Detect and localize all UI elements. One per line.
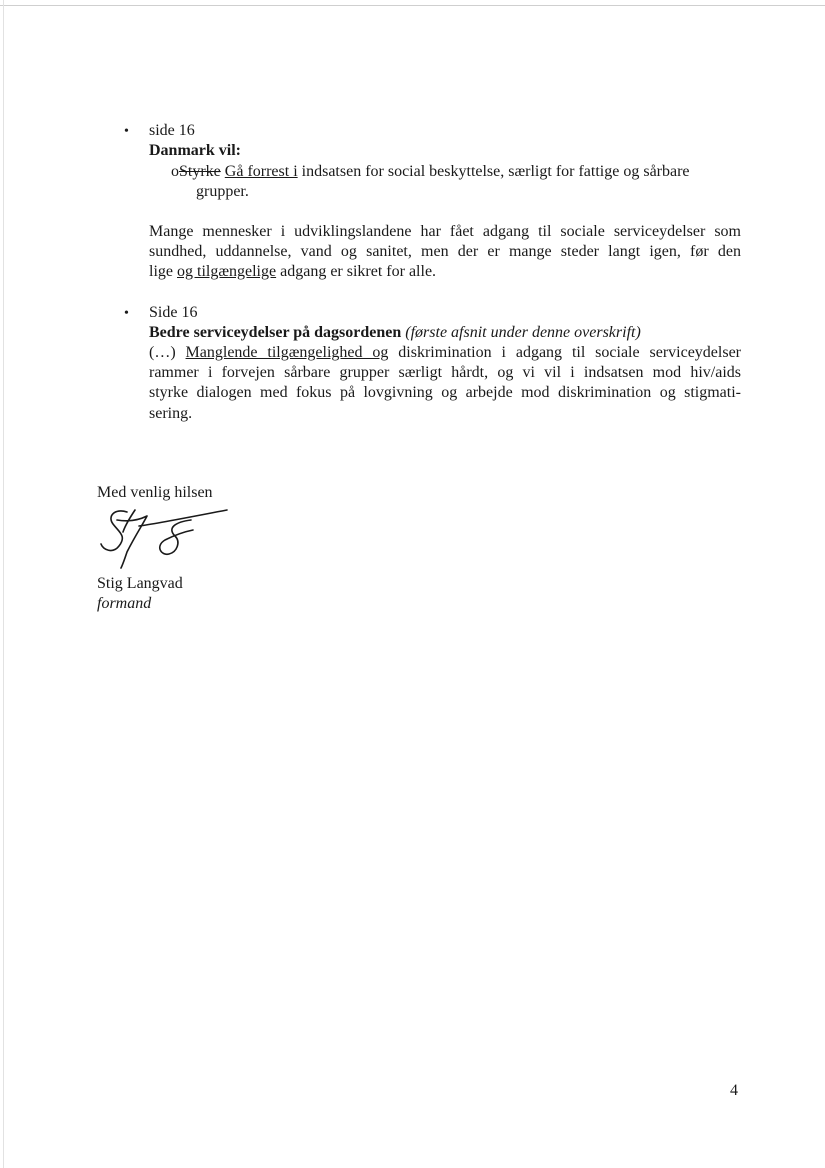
closing-greeting: Med venlig hilsen <box>97 484 213 501</box>
inserted-text: og tilgængelige <box>177 263 277 280</box>
paragraph-line: styrke dialogen med fokus på lovgivning og arbejde mod diskrimination og stigmati- <box>149 384 741 401</box>
sub-bullet-icon: o <box>171 163 179 180</box>
section-heading-line <box>149 323 641 344</box>
paragraph-line: sering. <box>149 405 193 422</box>
deleted-text: Styrke <box>179 163 221 180</box>
sub-bullet-item <box>171 162 690 183</box>
section-heading: Bedre serviceydelser på dagsordenen <box>149 324 402 341</box>
page-reference: Side 16 <box>149 304 198 321</box>
paragraph-text: diskrimination i adgang til sociale serviceydelser <box>388 344 741 361</box>
section-heading: Danmark vil: <box>149 142 241 159</box>
paragraph-line <box>149 262 436 283</box>
scan-edge-top <box>0 5 825 6</box>
page-reference: side 16 <box>149 122 195 139</box>
paragraph-line <box>149 343 741 364</box>
paragraph-text: (…) <box>149 344 186 361</box>
paragraph-text: adgang er sikret for alle. <box>276 263 437 280</box>
paragraph-line: rammer i forvejen sårbare grupper særligt hårdt, og vi vil i indsatsen mod hiv/aids <box>149 364 741 381</box>
item-text: indsatsen for social beskyttelse, særligt for fattige og sårbare <box>297 163 690 180</box>
signatory-title: formand <box>97 595 152 612</box>
item-text-continued: grupper. <box>196 183 249 200</box>
paragraph-line: Mange mennesker i udviklingslandene har fået adgang til sociale serviceydelser som <box>149 223 741 240</box>
heading-note: (første afsnit under denne overskrift) <box>405 324 641 341</box>
page-number: 4 <box>730 1082 738 1099</box>
signature-image <box>95 506 235 576</box>
signatory-name: Stig Langvad <box>97 575 183 592</box>
bullet-icon: • <box>124 124 129 139</box>
bullet-icon: • <box>124 306 129 321</box>
scan-edge-left <box>3 0 4 1168</box>
inserted-text: Gå forrest i <box>224 163 298 180</box>
paragraph-line: sundhed, uddannelse, vand og sanitet, men der er mange steder langt igen, før den <box>149 243 741 260</box>
paragraph-text: lige <box>149 263 177 280</box>
inserted-text: Manglende tilgængelighed og <box>185 344 389 361</box>
